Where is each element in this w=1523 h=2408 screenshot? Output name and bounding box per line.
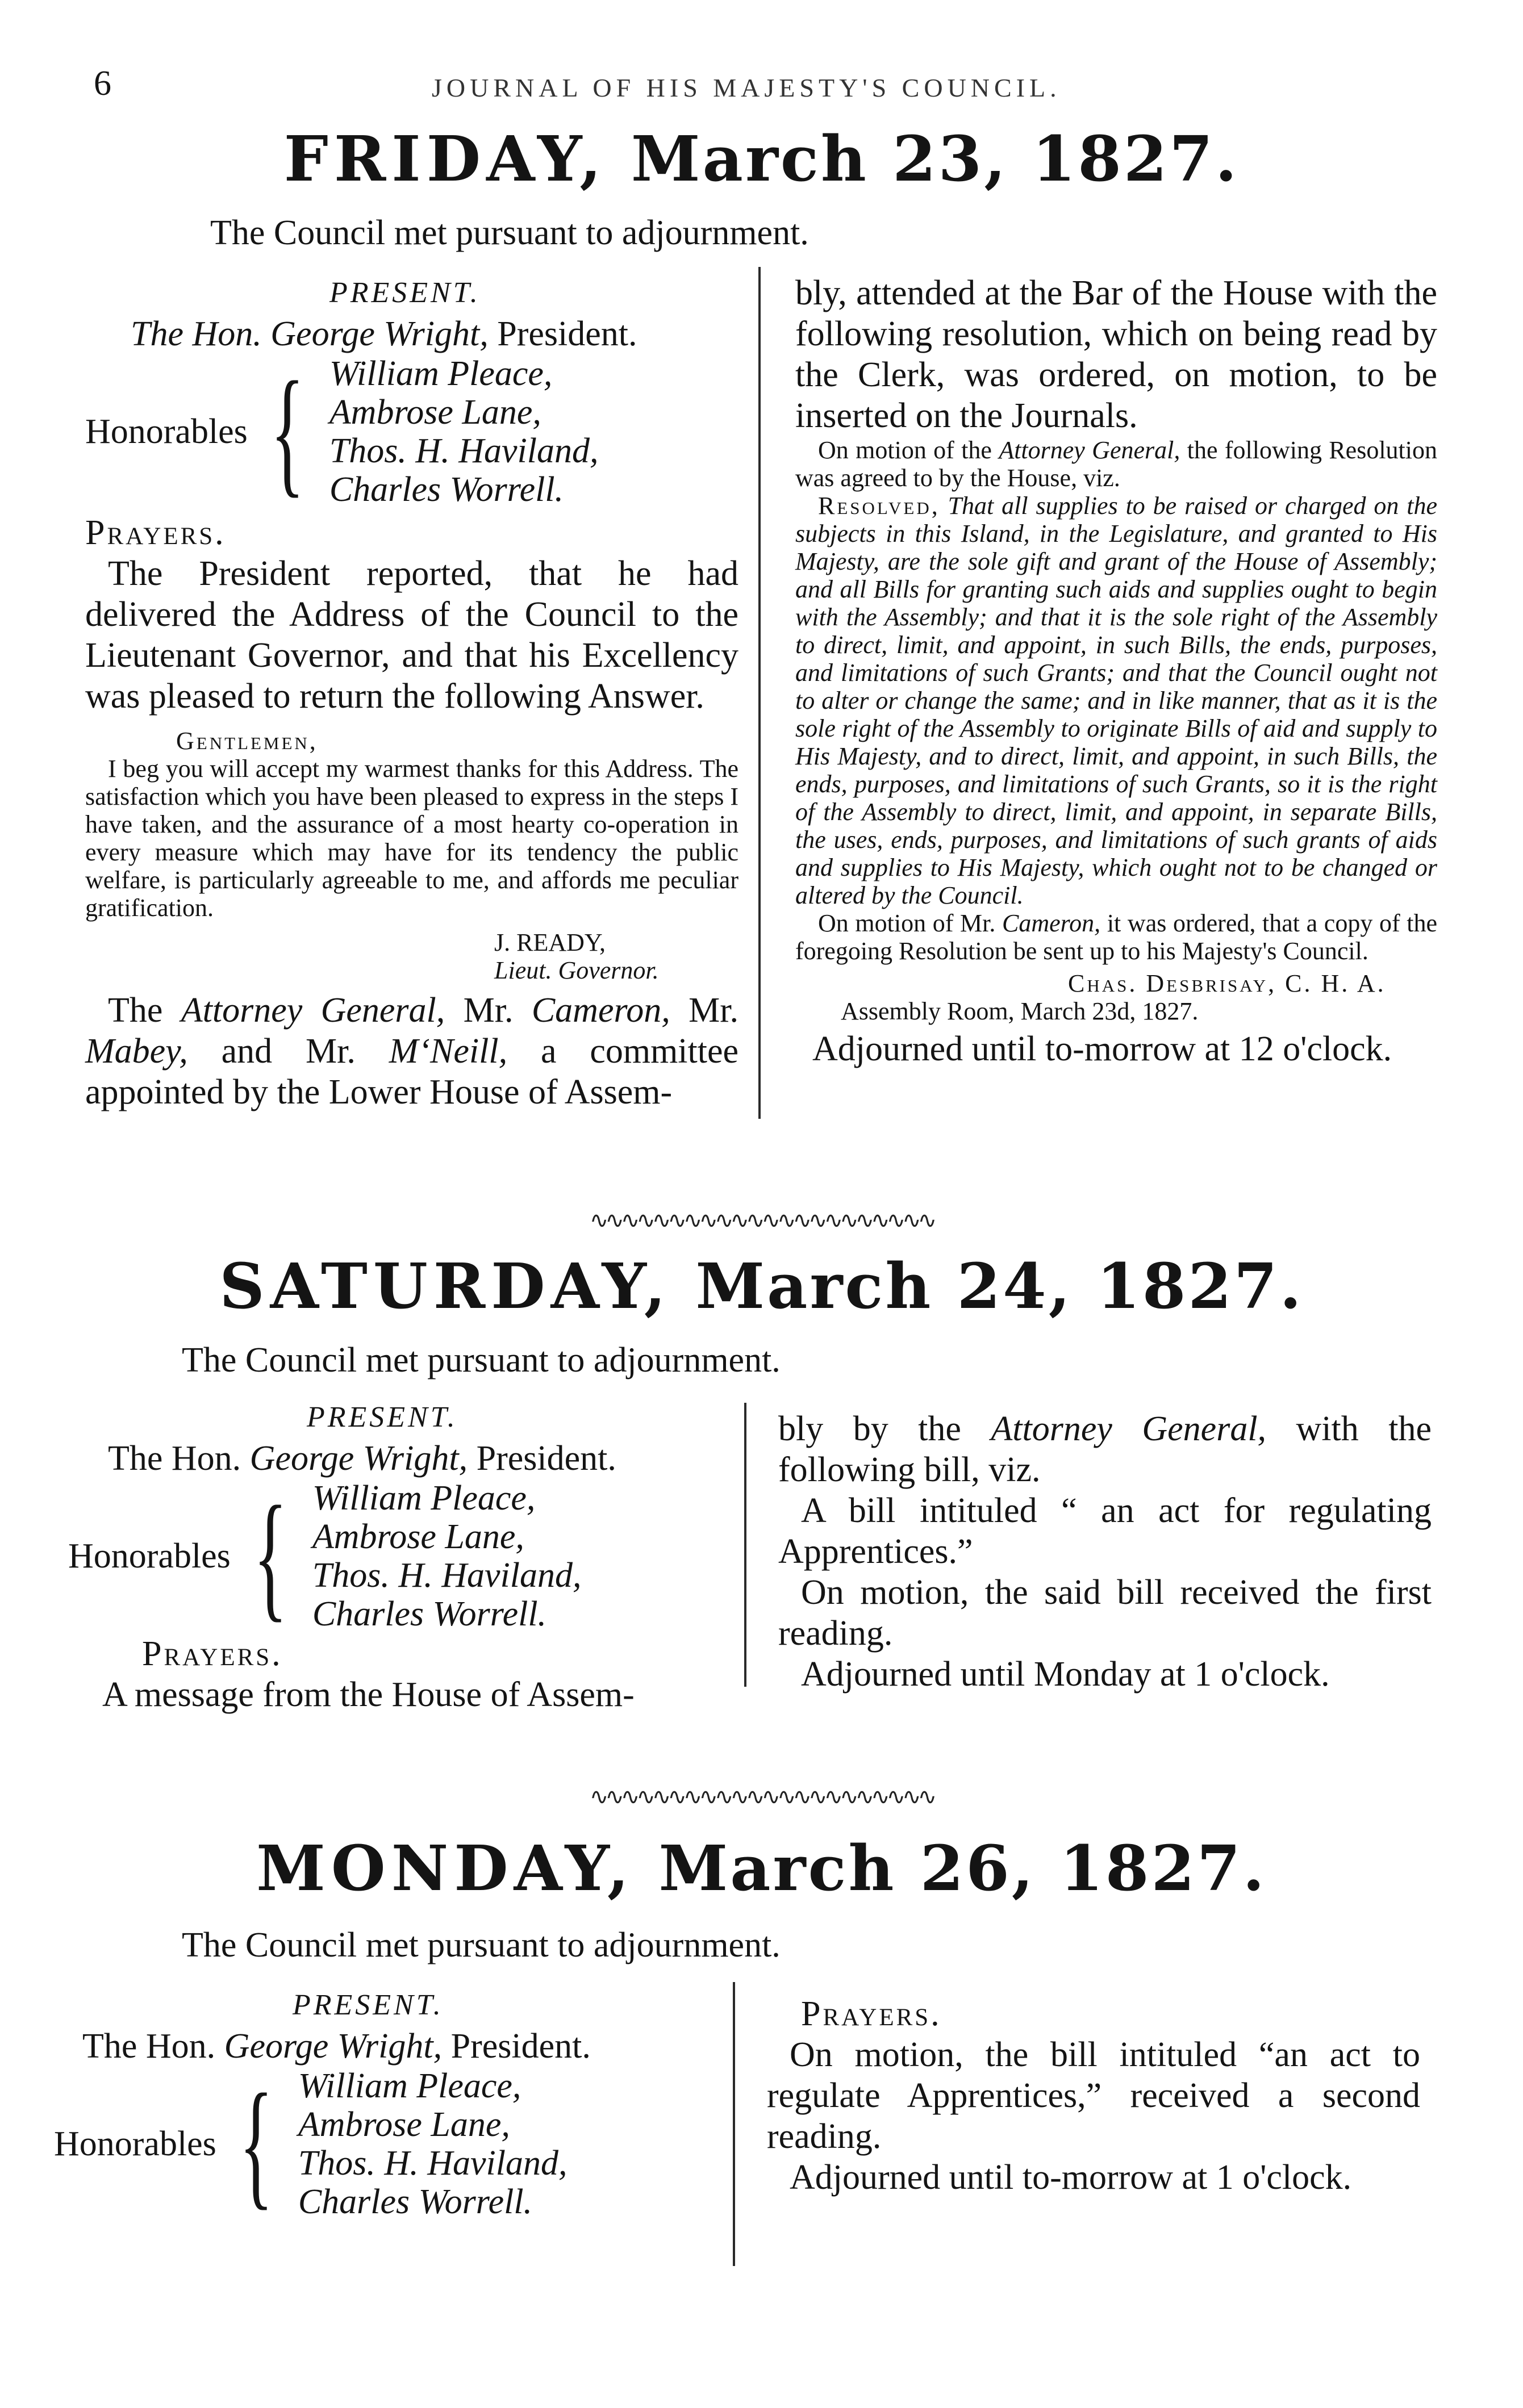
saturday-honorables-block <box>68 1479 738 1633</box>
saturday-present-label: PRESENT. <box>307 1401 458 1433</box>
brace-icon: { <box>253 1477 287 1634</box>
saturday-president-prefix: The Hon. <box>108 1439 241 1478</box>
text-run: bly by the <box>778 1410 991 1448</box>
monday-president-line <box>54 2026 736 2067</box>
honorable-name: William Pleace, <box>312 1479 536 1517</box>
saturday-honorables-label: Honorables <box>68 1537 231 1575</box>
friday-date: March 23, 1827. <box>631 122 1240 195</box>
saturday-president-line <box>68 1438 738 1479</box>
monday-present-label: PRESENT. <box>293 1989 444 2021</box>
friday-motion-cameron <box>795 909 1437 965</box>
honorable-name: Thos. H. Haviland, <box>298 2144 568 2183</box>
saturday-met: The Council met pursuant to adjournment. <box>182 1341 781 1379</box>
monday-president-title: President. <box>450 2027 591 2066</box>
friday-heading <box>0 122 1523 195</box>
honorable-name: Charles Worrell. <box>298 2183 533 2221</box>
monday-date: March 26, 1827. <box>658 1832 1267 1905</box>
saturday-message-cont <box>778 1408 1432 1490</box>
saturday-president-title: President. <box>476 1439 616 1478</box>
friday-president-line <box>85 313 738 354</box>
attorney-general: Attorney General, <box>181 991 445 1030</box>
resolved-label: Resolved, <box>818 492 940 520</box>
saturday-heading <box>0 1249 1523 1323</box>
saturday-day: SATURDAY, <box>219 1249 672 1323</box>
monday-right-column <box>767 1993 1420 2198</box>
saturday-date: March 24, 1827. <box>695 1249 1304 1323</box>
monday-motion: On motion, the bill intituled “an act to regulate Apprentices,” received a second reading. <box>767 2035 1420 2156</box>
monday-honorables-label: Honorables <box>54 2125 216 2163</box>
friday-president-name: George Wright, <box>270 315 489 353</box>
saturday-message: A message from the House of Assem- <box>102 1675 635 1714</box>
friday-committee <box>85 990 738 1113</box>
friday-adjourned: Adjourned until to-morrow at 12 o'clock. <box>812 1030 1392 1068</box>
saturday-right-column <box>778 1408 1432 1695</box>
text-run: it was ordered, that a copy of the foregoing Resolution be sent up to his Majesty's Council. <box>795 909 1438 965</box>
friday-left-column <box>85 273 738 1113</box>
text-run: Mr. <box>670 991 739 1030</box>
name-mabey: Mabey, <box>85 1032 188 1071</box>
saturday-adjourned: Adjourned until Monday at 1 o'clock. <box>801 1655 1330 1694</box>
column-rule <box>744 1403 746 1687</box>
friday-clerk-signature: Chas. Desbrisay, C. H. A. <box>1068 969 1386 997</box>
friday-president-title: President. <box>497 315 637 353</box>
friday-honorables-label: Honorables <box>85 412 248 451</box>
text-run: and Mr. <box>187 1032 389 1071</box>
section-divider: ∿∿∿∿∿∿∿∿∿∿∿∿∿∿∿∿∿∿∿∿∿∿ <box>589 1207 934 1233</box>
friday-bar-paragraph: bly, attended at the Bar of the House with the following resolution, which on being read by the Clerk, was ordered, on motion, to be inserted on the Journals. <box>795 274 1437 435</box>
text-run: Mr. <box>445 991 532 1030</box>
friday-honorables-block <box>85 354 738 509</box>
name-mcneill: M‘Neill, <box>389 1032 508 1071</box>
monday-heading <box>0 1832 1523 1905</box>
honorable-name: Thos. H. Haviland, <box>329 432 599 470</box>
name-cameron: Cameron, <box>1002 909 1101 937</box>
text-run: On motion of the <box>818 436 999 464</box>
monday-adjourned: Adjourned until to-morrow at 1 o'clock. <box>790 2158 1352 2197</box>
honorable-name: Ambrose Lane, <box>312 1517 524 1556</box>
friday-resolution <box>795 492 1437 909</box>
friday-right-column <box>795 273 1437 1069</box>
attorney-general: Attorney General, <box>991 1410 1267 1448</box>
honorable-name: Ambrose Lane, <box>298 2105 510 2144</box>
brace-icon: { <box>270 353 304 510</box>
resolution-text: That all supplies to be raised or charged on the subjects in this Island, in the Legislature, and granted to His Majesty, are the sole gift and grant of the House of Assembly; and all Bills for granting such aids and supplies ought to begin with the Assembly; and that it is the sole right of the Assembly to direct, limit, and appoint, in such Bills, the ends, purposes, and limitations of such Grants; and that the Council ought not to alter or change the same; and in like manner, that as it is the sole right of the Assembly to originate Bills of aid and supply to His Majesty, and to direct, limit, and appoint, in such Bills, the ends, purposes, and limitations of such Grants, so it is the right of the Assembly to direct, limit, and appoint, in separate Bills, the uses, ends, purposes, and limitations of such grants of aids and supplies to His Majesty, which ought not to be changed or altered by the Council. <box>795 492 1437 909</box>
honorable-name: Charles Worrell. <box>329 470 564 509</box>
friday-governor-answer: I beg you will accept my warmest thanks for this Address. The satisfaction which you have been pleased to express in the steps I have taken, and the assurance of a most hearty co-operation in every measure which may have for its tendency the public welfare, is particularly agreeable to me, and affords me peculiar gratification. <box>85 755 738 922</box>
monday-prayers: Prayers. <box>801 1995 942 2033</box>
honorable-name: Charles Worrell. <box>312 1595 547 1633</box>
monday-president-prefix: The Hon. <box>82 2027 216 2066</box>
friday-motion-ag <box>795 436 1437 492</box>
running-head: JOURNAL OF HIS MAJESTY'S COUNCIL. <box>432 73 1061 102</box>
text-run: the following Resolution was agreed to by the House, viz. <box>795 436 1437 492</box>
friday-present-label: PRESENT. <box>329 277 481 309</box>
friday-assembly-room: Assembly Room, March 23d, 1827. <box>841 997 1199 1025</box>
monday-honorables-list <box>298 2067 568 2221</box>
friday-honorables-list <box>329 354 599 509</box>
friday-president-report: The President reported, that he had delivered the Address of the Council to the Lieutenant Governor, and that his Excellency was pleased to return the following Answer. <box>85 554 738 716</box>
friday-salutation: Gentlemen, <box>176 727 318 755</box>
column-rule <box>758 267 761 1119</box>
saturday-honorables-list <box>312 1479 582 1633</box>
friday-day: FRIDAY, <box>283 122 607 195</box>
text-run: On motion of Mr. <box>818 909 1003 937</box>
monday-president-name: George Wright, <box>224 2027 443 2066</box>
section-divider: ∿∿∿∿∿∿∿∿∿∿∿∿∿∿∿∿∿∿∿∿∿∿ <box>589 1784 934 1809</box>
name-cameron: Cameron, <box>531 991 670 1030</box>
honorable-name: William Pleace, <box>329 354 553 393</box>
text-run: The <box>108 991 181 1030</box>
friday-met: The Council met pursuant to adjournment. <box>210 214 809 252</box>
friday-prayers: Prayers. <box>85 513 226 552</box>
monday-day: MONDAY, <box>256 1832 635 1905</box>
page-number: 6 <box>94 64 111 103</box>
monday-met: The Council met pursuant to adjournment. <box>182 1926 781 1964</box>
saturday-prayers: Prayers. <box>142 1634 283 1673</box>
honorable-name: William Pleace, <box>298 2067 521 2105</box>
text-run: with the following bill, viz. <box>778 1410 1432 1489</box>
attorney-general: Attorney General, <box>999 436 1180 464</box>
saturday-left-column <box>68 1397 738 1715</box>
column-rule <box>733 1982 735 2266</box>
brace-icon: { <box>239 2065 273 2222</box>
honorable-name: Ambrose Lane, <box>329 393 541 432</box>
saturday-bill: A bill intituled “ an act for regulating Apprentices.” <box>778 1491 1432 1571</box>
saturday-president-name: George Wright, <box>249 1439 468 1478</box>
text-run: a committee appointed by the Lower House of Assem- <box>85 1032 739 1111</box>
saturday-motion: On motion, the said bill received the first reading. <box>778 1573 1432 1653</box>
monday-honorables-block <box>54 2067 736 2221</box>
honorable-name: Thos. H. Haviland, <box>312 1556 582 1595</box>
monday-left-column <box>54 1985 736 2221</box>
friday-signer: J. READY, <box>494 929 606 956</box>
friday-signer-title: Lieut. Governor. <box>494 956 659 984</box>
friday-president-prefix: The Hon. <box>131 315 262 353</box>
